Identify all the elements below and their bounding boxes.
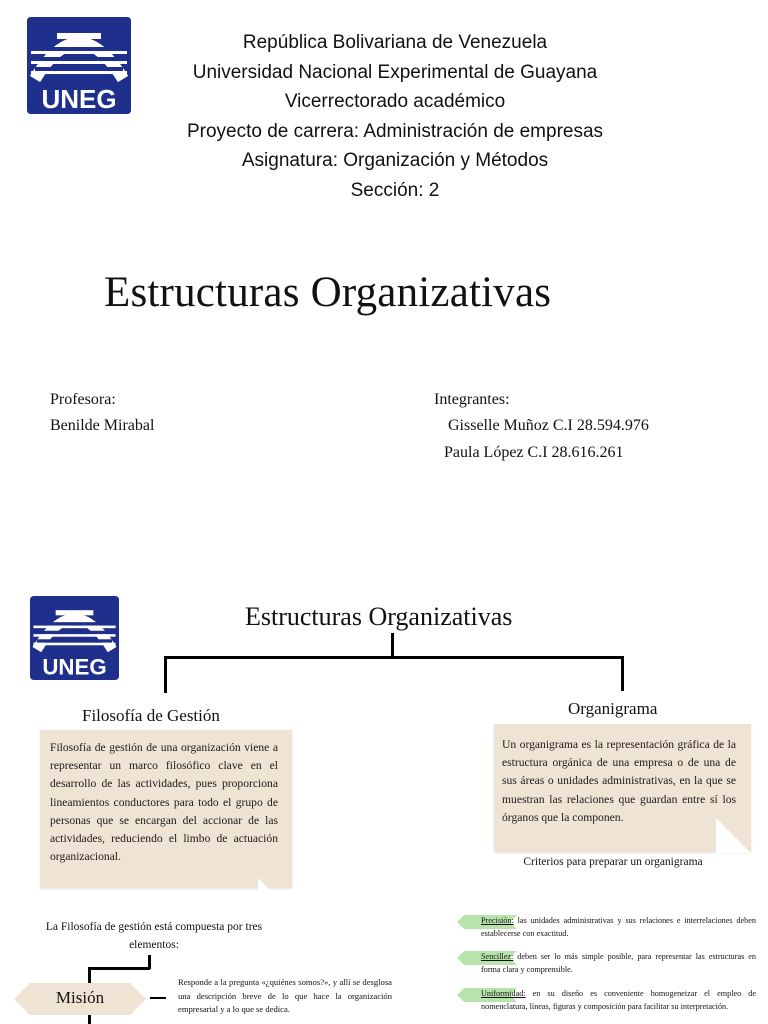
uneg-logo-small [30,596,119,680]
criteria-title: Criterios para preparar un organigrama [523,856,703,868]
connector-right-drop [621,656,624,691]
connector-left-drop [164,656,167,693]
logo-small-wordmark: UNEG [42,654,107,680]
member-2: Paula López C.I 28.616.261 [444,444,624,461]
filosofia-description: Filosofía de gestión de una organización viene a representar un marco filosófico clave en el desarrollo de las actividades, pues proporciona lineamientos conductores para todo el grupo de personas que se encargan del accionar de las actividades, reduciendo el limbo de actuación organizacional. [50,741,278,864]
mision-label: Misión [55,988,105,1007]
header-subject: Asignatura: Organización y Métodos [241,150,549,171]
header-vicerrectorado: Vicerrectorado académico [284,91,506,112]
criteria-1-term: Precisión: [481,916,514,925]
uneg-logo-mark [27,17,131,114]
connector-elements-left-drop [88,967,91,983]
filosofia-note-fold [258,878,292,912]
header-university: Universidad Nacional Experimental de Guayana [192,62,598,83]
filosofia-heading: Filosofía de Gestión [82,706,220,725]
organigrama-heading: Organigrama [568,699,658,718]
logo-wordmark: UNEG [41,84,117,114]
connector-horizontal [164,656,624,659]
connector-elements-right-drop [148,955,151,969]
cover-title: Estructuras Organizativas [104,269,552,316]
criteria-1-text: las unidades administrativas y sus relaciones e interrelaciones deben establecerse con exactitud. [481,916,756,938]
uneg-logo-small-mark [30,596,119,680]
mision-description: Responde a la pregunta «¿quiénes somos?», y allí se desglosa una descripción breve de lo que hace la organización empresarial y a lo que se dedica. [178,977,392,1014]
uneg-logo [27,17,131,114]
professor-label: Profesora: [50,391,116,408]
criteria-3 [481,988,756,1013]
connector-trunk [391,633,394,658]
members-label: Integrantes: [434,391,510,408]
criteria-1 [481,915,756,940]
criteria-3-term: Uniformidad: [481,989,526,998]
criteria-2-term: Sencillez: [481,952,514,961]
header-section: Sección: 2 [350,180,440,201]
organigrama-description: Un organigrama es la representación gráfica de la estructura orgánica de una empresa o de una de sus áreas o unidades administrativas, en la que se muestran las relaciones que guardan entre sí los órganos que la componen. [502,738,736,824]
diagram-title: Estructuras Organizativas [245,602,513,631]
connector-elements-h [88,967,150,970]
connector-mision-tail [88,1015,91,1024]
mision-pointer [150,997,166,999]
member-1: Gisselle Muñoz C.I 28.594.976 [448,417,649,434]
criteria-2 [481,951,756,976]
filosofia-composition: La Filosofía de gestión está compuesta por tres elementos: [45,921,263,951]
professor-name: Benilde Mirabal [50,417,155,434]
criteria-3-text: en su diseño es conveniente homogeneizar el empleo de nomenclatura, líneas, figuras y composición para facilitar su interpretación. [481,989,756,1011]
criteria-2-text: deben ser lo más simple posible, para representar las estructuras en forma clara y comprensible. [481,952,756,974]
header-career: Proyecto de carrera: Administración de empresas [186,121,604,142]
header-country: República Bolivariana de Venezuela [242,32,548,53]
